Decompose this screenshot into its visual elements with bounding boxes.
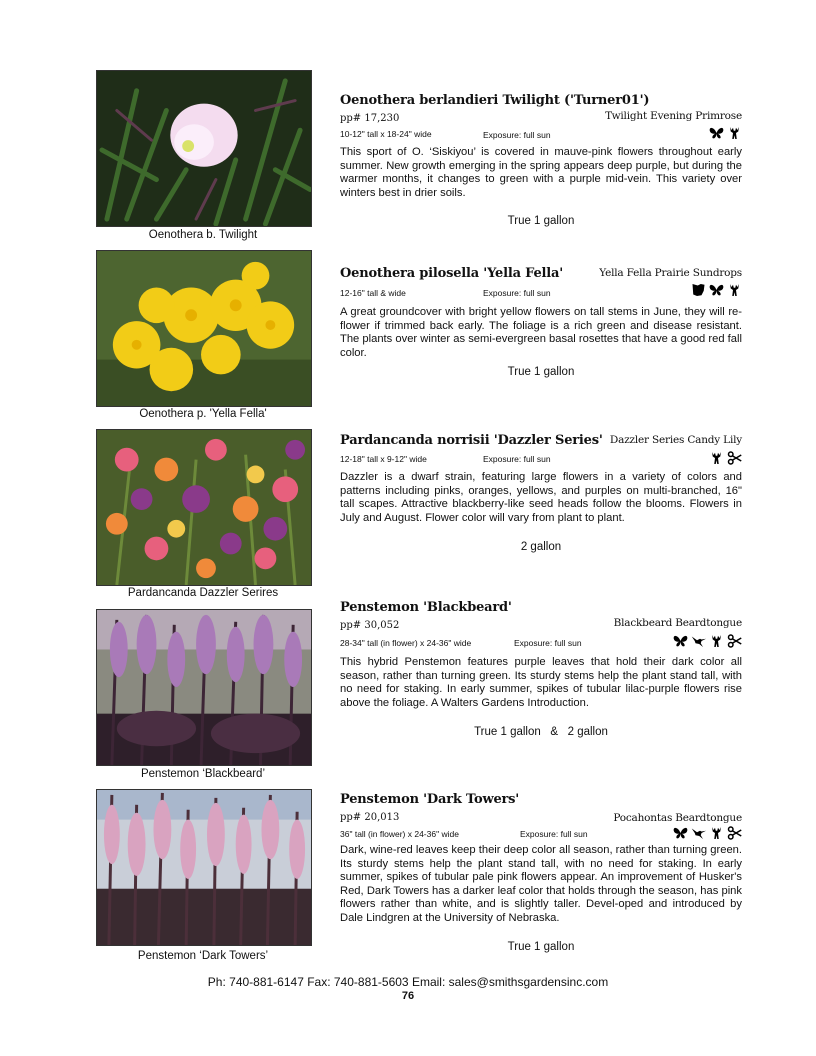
common-name: Blackbeard Beardtongue [613,617,742,629]
plant-description: Dark, wine-red leaves keep their deep color all season, rather than turning green. Its sturdy stems help the plant stand tall, with no need for staking. In early summer, spikes of tubular pale pink flowers appear. An improvement of Husker's Red, Dark Towers has a darker leaf color that holds through the season, has pink flowers rather than white, and is slightly taller. Devel-oped and introduced by Dale Lindgren at the University of Nebraska. [340,844,742,924]
common-name: Yella Fella Prairie Sundrops [599,267,742,279]
container-sizes [340,215,742,227]
plant-photo-penstemon-dark-towers [96,789,312,946]
deer-resistant-icon [709,451,724,465]
cut-flower-icon [727,634,742,648]
exposure: Exposure: full sun [520,829,588,839]
container-size: True 1 gallon [507,215,575,227]
container-sizes [340,941,742,953]
container-size: 2 gallon [520,541,562,553]
plant-size: 10-12" tall x 18-24" wide [340,129,432,139]
plant-photo-oenothera-yella-fella [96,250,312,407]
exposure: Exposure: full sun [483,130,551,140]
attribute-icons [709,451,742,465]
container-size: True 1 gallon [507,366,575,378]
plant-size: 12-16" tall & wide [340,288,406,298]
common-name: Pocahontas Beardtongue [613,812,742,824]
container-sizes [340,366,742,378]
cut-flower-icon [727,826,742,840]
botanical-name: Pardancanda norrisii 'Dazzler Series' [340,433,603,448]
native-ohio-icon [691,283,706,297]
common-name: Twilight Evening Primrose [605,110,742,122]
patent-number: pp# 17,230 [340,113,400,124]
plant-size: 12-18" tall x 9-12" wide [340,454,427,464]
deer-resistant-icon [709,634,724,648]
photo-caption: Oenothera b. Twilight [148,229,258,241]
botanical-name: Penstemon 'Dark Towers' [340,792,520,807]
page-number: 76 [401,990,415,1002]
container-size: True 1 gallon [507,941,575,953]
exposure: Exposure: full sun [483,288,551,298]
photo-caption: Penstemon ‘Dark Towers’ [137,950,269,962]
common-name: Dazzler Series Candy Lily [609,434,742,446]
plant-photo-oenothera-twilight [96,70,312,227]
butterfly-icon [673,634,688,648]
attribute-icons [691,283,742,297]
plant-description: This hybrid Penstemon features purple leaves that hold their dark color all season, rather than turning green. Its sturdy stems help the plant stand tall, with no need for staking. In early summer, spikes of tubular lilac-purple flowers rise above the foliage. A Walters Gardens Introduction. [340,656,742,709]
container-size: 2 gallon [567,726,608,738]
plant-entry-oenothera-yella-fella [340,266,742,386]
plant-size: 28-34" tall (in flower) x 24-36" wide [340,638,472,648]
container-sizes [340,541,742,553]
hummingbird-icon [691,634,706,648]
plant-description: A great groundcover with bright yellow flowers on tall stems in June, they will re-flower if trimmed back early. The foliage is a rich green and disease resistant. The plants over winter as semi-evergreen basal rosettes that have a good red fall color. [340,306,742,359]
patent-number: pp# 30,052 [340,620,400,631]
hummingbird-icon [691,826,706,840]
plant-entry-penstemon-blackbeard [340,600,742,745]
attribute-icons [673,634,742,648]
plant-description: This sport of O. ‘Siskiyou’ is covered in mauve-pink flowers throughout early summer. New growth emerging in the spring appears deep purple, but during the warmer months, it changes to green with a purple mid-vein. This variety over winters best in drier soils. [340,146,742,199]
plant-description: Dazzler is a dwarf strain, featuring large flowers in a variety of colors and patterns including pinks, oranges, yellows, and purples on multi-branched, 16" tall scapes. Attractive blackberry-like seed heads follow the blooms. Flowers in July and August. Flower color will vary from plant to plant. [340,471,742,524]
botanical-name: Oenothera pilosella 'Yella Fella' [340,266,563,281]
plant-entry-pardancanda-dazzler [340,433,742,558]
contact-footer: Ph: 740-881-6147 Fax: 740-881-5603 Email: sales@smithsgardensinc.com [207,975,609,989]
deer-resistant-icon [727,126,742,140]
butterfly-icon [709,126,724,140]
size-separator: & [550,726,559,738]
photo-caption: Pardancanda Dazzler Serires [127,587,279,599]
attribute-icons [709,126,742,140]
photo-caption: Oenothera p. 'Yella Fella' [139,408,267,420]
botanical-name: Penstemon 'Blackbeard' [340,600,512,615]
plant-entry-penstemon-dark-towers [340,792,742,957]
butterfly-icon [673,826,688,840]
butterfly-icon [709,283,724,297]
exposure: Exposure: full sun [514,638,582,648]
deer-resistant-icon [727,283,742,297]
cut-flower-icon [727,451,742,465]
botanical-name: Oenothera berlandieri Twilight ('Turner01') [340,93,650,108]
exposure: Exposure: full sun [483,454,551,464]
plant-photo-penstemon-blackbeard [96,609,312,766]
attribute-icons [673,826,742,840]
plant-photo-pardancanda-dazzler [96,429,312,586]
container-sizes [340,726,742,738]
deer-resistant-icon [709,826,724,840]
photo-caption: Penstemon ‘Blackbeard’ [140,768,265,780]
plant-size: 36" tall (in flower) x 24-36" wide [340,829,459,839]
patent-number: pp# 20,013 [340,812,400,823]
plant-entry-oenothera-twilight [340,93,742,233]
container-size: True 1 gallon [474,726,541,738]
